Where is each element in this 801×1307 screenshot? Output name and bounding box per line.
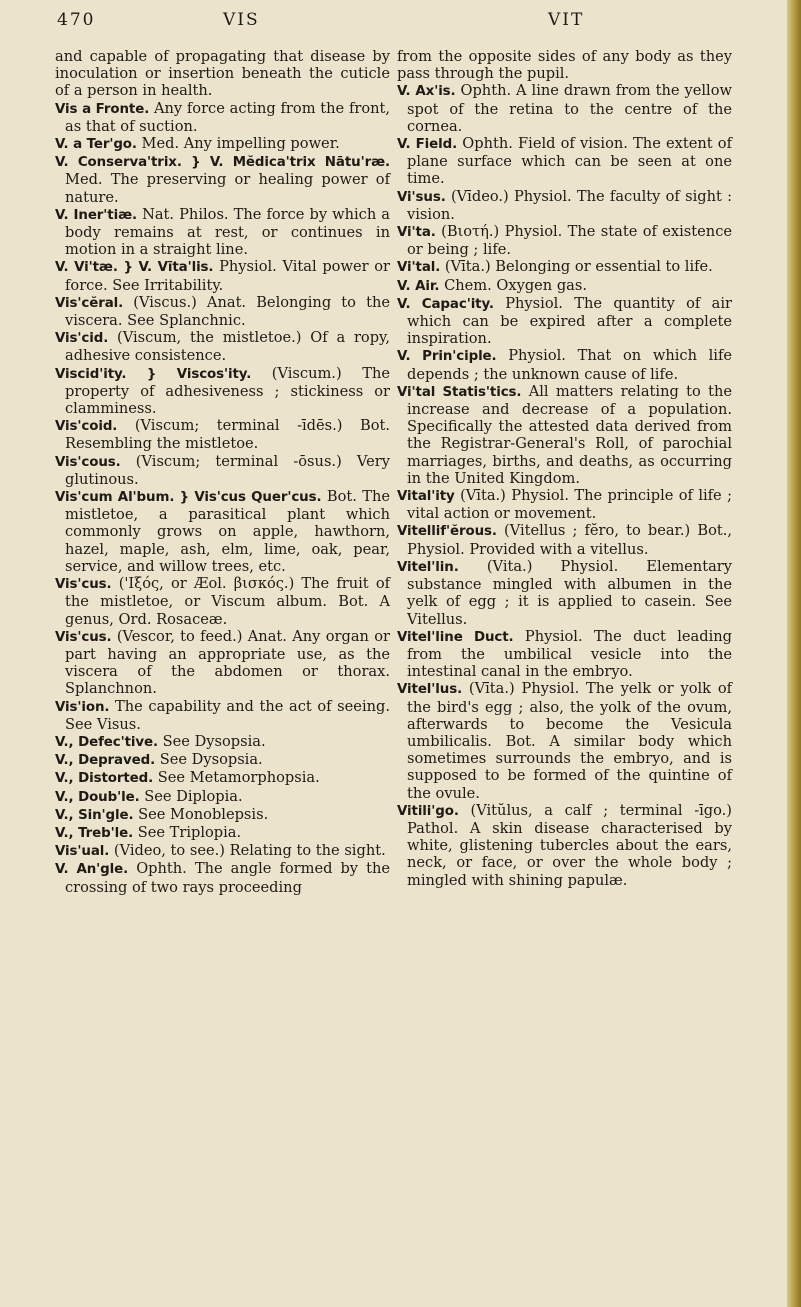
definition: (Vīta.) Physiol. The yelk or yolk of the bird's egg ; also, the yolk of the ovum, afterwards to become the Vesicula umbilicalis. Bot. A similar body which sometimes surrounds the embryo, and is supposed to be formed of the quintine of the ovule. — [407, 680, 733, 802]
definition: Physiol. Vital power or force. See Irritability. — [65, 258, 390, 294]
definition: (Vīta.) Belonging or essential to life. — [444, 258, 713, 276]
dictionary-entry — [55, 788, 390, 806]
dictionary-entry — [55, 824, 390, 842]
definition: (Vīdeo.) Physiol. The faculty of sight : vision. — [407, 187, 733, 223]
headword: Vis'ual. — [55, 844, 110, 860]
running-header — [0, 10, 785, 44]
dictionary-entry — [397, 277, 732, 295]
headword: Viscid'ity. } Viscos'ity. — [55, 366, 252, 382]
headword: Vitellif'ĕrous. — [397, 524, 497, 540]
headword: Vi'sus. — [397, 189, 446, 205]
definition: See Triplopia. — [137, 823, 242, 841]
dictionary-entry — [55, 294, 390, 329]
headword: Vis a Fronte. — [55, 101, 150, 117]
headword: Vitel'lin. — [397, 559, 459, 575]
headword: Vis'cĕral. — [55, 295, 124, 311]
dictionary-entry — [397, 82, 732, 135]
headword: V., Doub'le. — [55, 789, 140, 805]
dictionary-entry — [55, 751, 390, 769]
page-edge-gilt — [787, 0, 801, 1307]
dictionary-entry — [55, 417, 390, 452]
dictionary-entry — [55, 365, 390, 418]
continued-text — [397, 48, 732, 82]
headword: V., Depraved. — [55, 753, 156, 769]
headword: Vis'cum Al'bum. } Vis'cus Quer'cus. — [55, 490, 322, 506]
headword: Vis'cid. — [55, 331, 109, 347]
definition: Ophth. Field of vision. The extent of plane surface which can be seen at one time. — [407, 135, 732, 188]
definition: See Dysopsia. — [162, 732, 266, 750]
column-right — [397, 48, 732, 889]
definition: (Vīta.) Physiol. The principle of life ; vital action or movement. — [407, 487, 732, 523]
definition: Ophth. The angle formed by the crossing of two rays proceeding — [65, 860, 390, 896]
headword: Vis'ion. — [55, 699, 110, 715]
dictionary-entry — [55, 153, 390, 206]
headword: Vis'cus. — [55, 577, 112, 593]
definition: (Viscum; terminal -īdēs.) Bot. Resembling the mistletoe. — [65, 417, 391, 453]
definition: Med. The preserving or healing power of nature. — [65, 171, 390, 206]
entry-text: and capable of propagating that disease by inoculation or insertion beneath the cuticle of a person in health. — [55, 48, 390, 100]
headword: V. Iner'tiæ. — [55, 207, 138, 223]
guide-word-right: VIT — [548, 10, 585, 30]
dictionary-entry — [397, 347, 732, 382]
headword: V. Field. — [397, 137, 458, 153]
dictionary-entry — [55, 842, 390, 860]
definition: (Vescor, to feed.) Anat. Any organ or part having an appropriate use, as the viscera of the abdomen or thorax. Splanchnon. — [65, 627, 391, 698]
dictionary-entry — [397, 295, 732, 348]
dictionary-entry — [397, 135, 732, 188]
definition: (Viscus.) Anat. Belonging to the viscera. See Splanchnic. — [65, 293, 390, 330]
definition: (Vitŭlus, a calf ; terminal -īgo.) Pathol. A skin disease characterised by white, glistening tubercles about the ears, neck, or face, or over the whole body ; mingled with shining papulæ. — [407, 801, 732, 889]
headword: V., Defec'tive. — [55, 734, 159, 750]
dictionary-entry — [397, 558, 732, 628]
dictionary-entry — [397, 188, 732, 223]
dictionary-entry — [397, 522, 732, 557]
headword: V. Ax'is. — [397, 84, 456, 100]
definition: (Viscum, the mistletoe.) Of a ropy, adhesive consistence. — [65, 329, 390, 365]
definition: Chem. Oxygen gas. — [444, 276, 588, 294]
headword: V., Distorted. — [55, 771, 154, 787]
definition: Med. Any impelling power. — [141, 135, 340, 153]
dictionary-entry — [55, 698, 390, 733]
dictionary-entry — [397, 223, 732, 258]
headword: Vi'tal. — [397, 260, 441, 276]
dictionary-entry — [397, 628, 732, 681]
continued-text — [55, 48, 390, 100]
definition: Any force acting from the front, as that of suction. — [65, 99, 391, 135]
headword: V., Treb'le. — [55, 825, 134, 841]
headword: Vitel'lus. — [397, 682, 463, 698]
definition: (Viscum.) The property of adhesiveness ; stickiness or clamminess. — [65, 364, 390, 418]
headword: Vi'ta. — [397, 225, 436, 241]
definition: Bot. The mistletoe, a parasitical plant which commonly grows on apple, hawthorn, hazel, maple, ash, elm, lime, oak, pear, service, and willow trees, etc. — [65, 488, 390, 575]
dictionary-entry — [55, 135, 390, 153]
dictionary-entry — [55, 806, 390, 824]
definition: ('Ιξός, or Æol. βισκός.) The fruit of the mistletoe, or Viscum album. Bot. A genus, Ord. Rosaceæ. — [65, 575, 391, 628]
definition: (Βιοτή.) Physiol. The state of existence or being ; life. — [407, 223, 732, 259]
column-left — [55, 48, 390, 896]
headword: Vitili'go. — [397, 803, 459, 819]
headword: V. Conserva'trix. } V. Mĕdica'trix Nātu'ræ. — [55, 155, 390, 171]
definition: (Vita.) Physiol. Elementary substance mingled with albumen in the yelk of egg ; it is applied to casein. See Vitellus. — [407, 557, 732, 628]
entry-text: from the opposite sides of any body as they pass through the pupil. — [397, 48, 732, 83]
definition: Physiol. That on which life depends ; the unknown cause of life. — [407, 347, 733, 383]
headword: Vital'ity — [397, 489, 455, 505]
headword: V. Prin'ciple. — [397, 349, 497, 365]
definition: (Vitellus ; fĕro, to bear.) Bot., Physiol. Provided with a vitellus. — [407, 522, 733, 558]
definition: The capability and the act of seeing. See Visus. — [65, 697, 390, 733]
headword: Vi'tal Statis'tics. — [397, 384, 522, 400]
dictionary-entry — [55, 488, 390, 575]
dictionary-entry — [55, 733, 390, 751]
dictionary-entry — [55, 453, 390, 488]
headword: V. a Ter'go. — [55, 137, 137, 153]
dictionary-entry — [397, 258, 732, 276]
definition: Physiol. The duct leading from the umbilical vesicle into the intestinal canal in the embryo. — [407, 627, 732, 681]
headword: Vis'cous. — [55, 454, 121, 470]
definition: Nat. Philos. The force by which a body remains at rest, or continues in motion in a straight line. — [65, 205, 390, 259]
headword: V. Air. — [397, 278, 440, 294]
dictionary-entry — [55, 769, 390, 787]
headword: V. An'gle. — [55, 862, 129, 878]
definition: (Viscum; terminal -ōsus.) Very glutinous. — [65, 452, 390, 488]
dictionary-entry — [397, 680, 732, 801]
definition: See Diplopia. — [144, 787, 243, 805]
definition: See Dysopsia. — [159, 751, 263, 769]
definition: (Video, to see.) Relating to the sight. — [113, 842, 386, 860]
dictionary-entry — [55, 860, 390, 895]
dictionary-entry — [397, 487, 732, 522]
headword: Vis'cus. — [55, 629, 112, 645]
headword: V. Vi'tæ. } V. Vīta'lis. — [55, 260, 214, 276]
guide-word-left: VIS — [223, 10, 260, 30]
dictionary-entry — [55, 628, 390, 698]
definition: See Metamorphopsia. — [157, 769, 320, 787]
dictionary-entry — [397, 802, 732, 889]
headword: V., Sin'gle. — [55, 807, 134, 823]
definition: Ophth. A line drawn from the yellow spot of the retina to the centre of the cornea. — [407, 82, 732, 135]
dictionary-entry — [55, 575, 390, 628]
definition: Physiol. The quantity of air which can be expired after a complete inspiration. — [407, 294, 732, 348]
dictionary-entry — [55, 206, 390, 259]
dictionary-entry — [397, 383, 732, 487]
page-number: 470 — [57, 10, 96, 30]
headword: V. Capac'ity. — [397, 296, 494, 312]
definition: All matters relating to the increase and decrease of a population. Specifically the attested data derived from the Registrar-General's Roll, of parochial marriages, births, and deaths, as occurring in the United Kingdom. — [407, 382, 732, 487]
headword: Vis'coid. — [55, 419, 118, 435]
dictionary-entry — [55, 258, 390, 293]
headword: Vitel'line Duct. — [397, 629, 514, 645]
definition: See Monoblepsis. — [138, 805, 269, 823]
dictionary-entry — [55, 100, 390, 135]
dictionary-entry — [55, 329, 390, 364]
